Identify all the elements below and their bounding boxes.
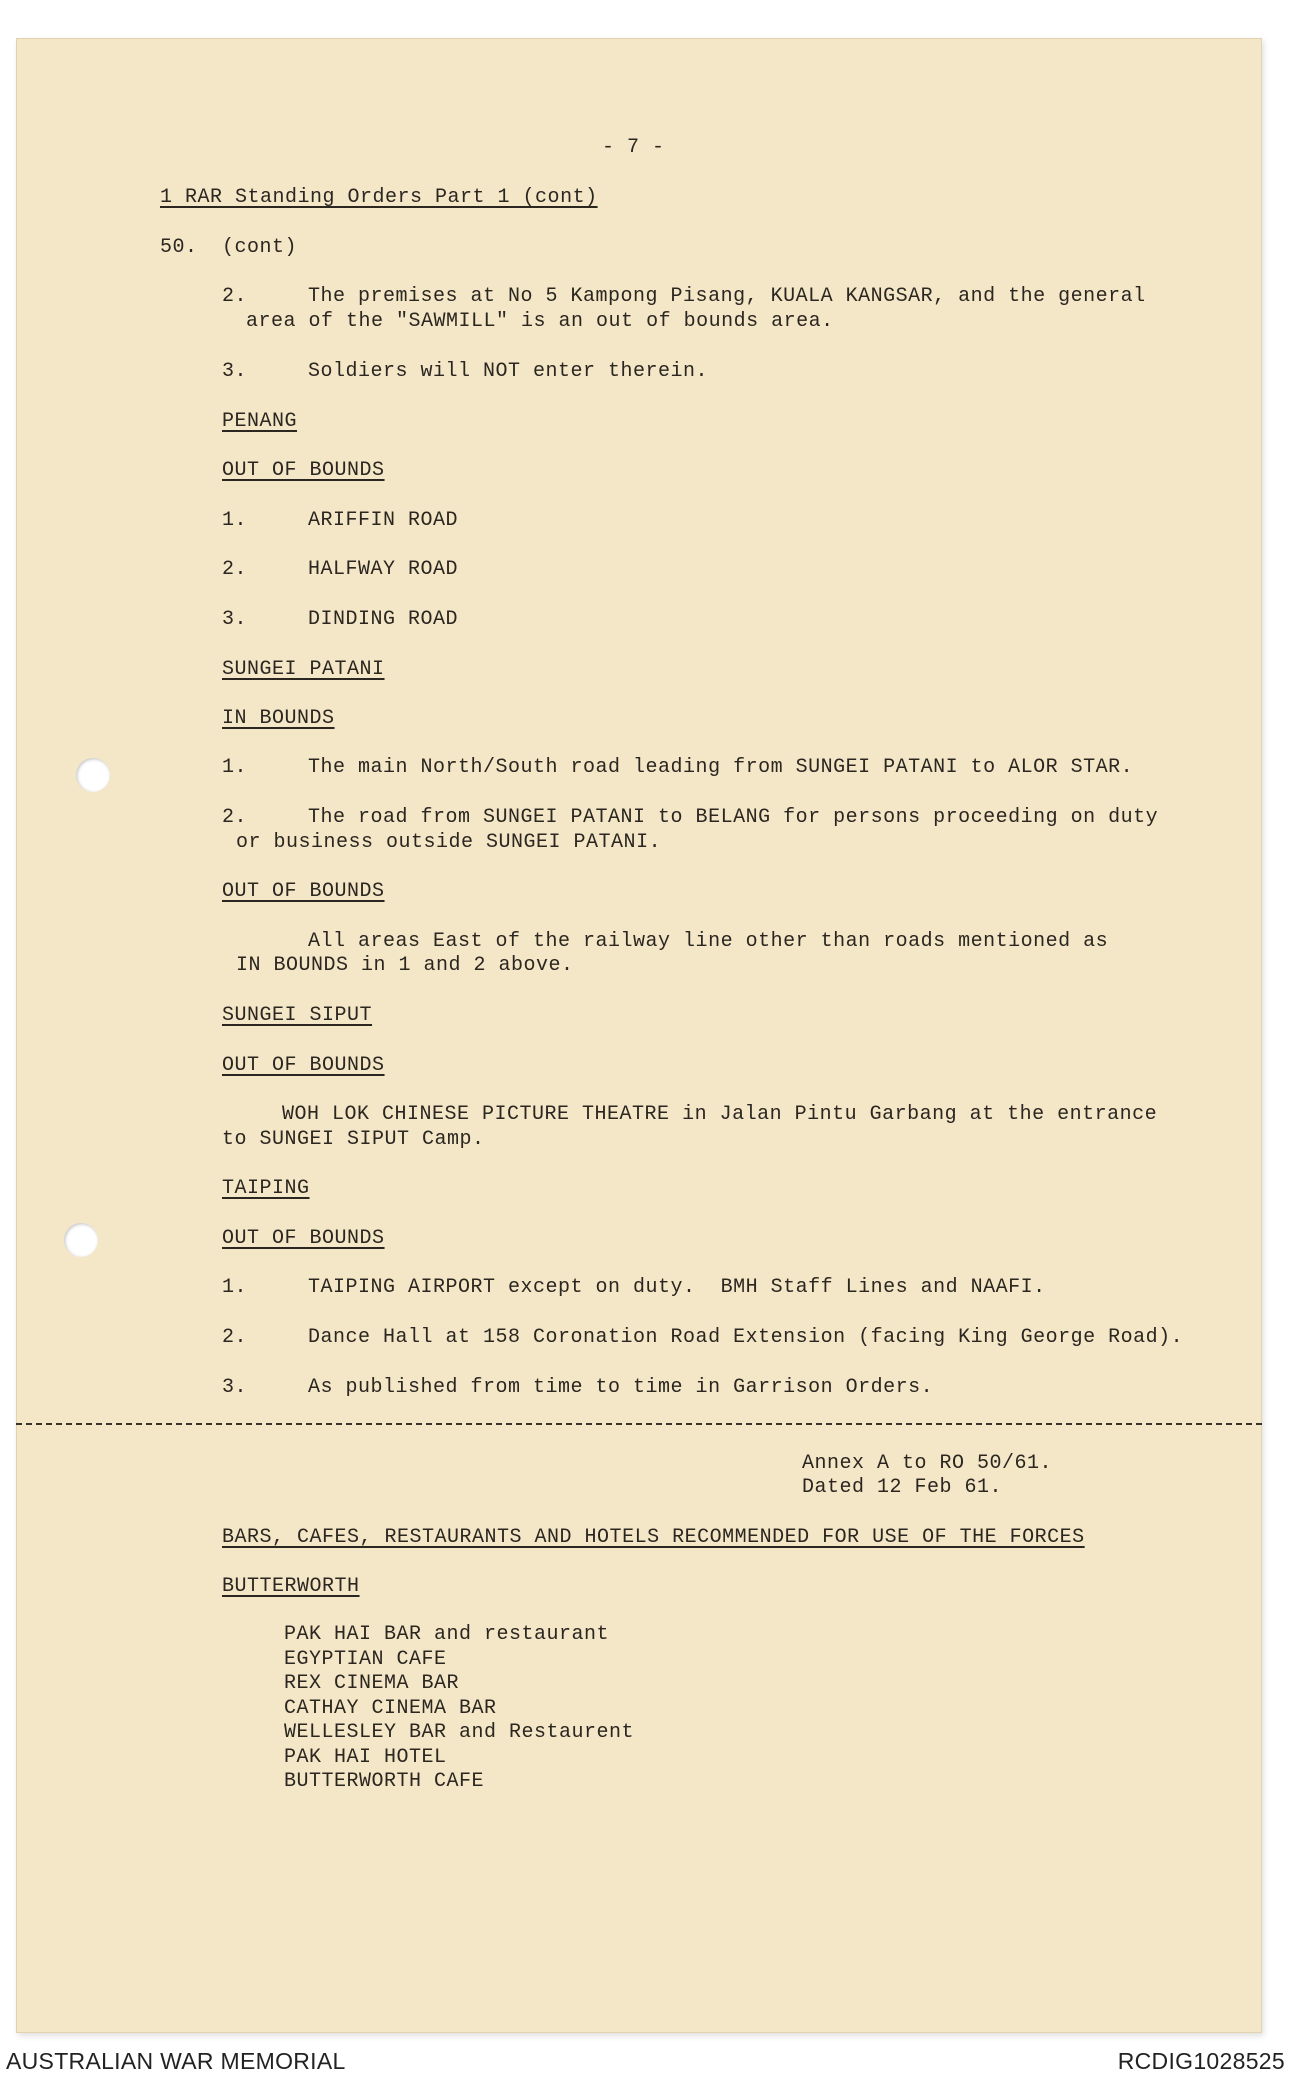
list-item: WELLESLEY BAR and Restaurent <box>284 1721 635 1744</box>
item-number: 1. <box>222 756 248 779</box>
item-text: or business outside SUNGEI PATANI. <box>236 831 662 854</box>
item-text: The road from SUNGEI PATANI to BELANG for persons proceeding on duty <box>308 806 1159 829</box>
item-text: As published from time to time in Garrison Orders. <box>308 1376 934 1399</box>
footer-id: RCDIG1028525 <box>1117 2048 1285 2074</box>
paragraph-number: 50. <box>160 236 198 259</box>
item-text: The premises at No 5 Kampong Pisang, KUALA KANGSAR, and the general <box>308 285 1146 308</box>
item-number: 2. <box>222 1326 248 1349</box>
section-subtitle: OUT OF BOUNDS <box>222 1054 385 1077</box>
section-subtitle: OUT OF BOUNDS <box>222 459 385 482</box>
item-number: 3. <box>222 360 248 383</box>
item-number: 3. <box>222 1376 248 1399</box>
item-text: area of the "SAWMILL" is an out of bounds area. <box>246 310 834 333</box>
item-number: 1. <box>222 1276 248 1299</box>
item-number: 1. <box>222 509 248 532</box>
list-item: BUTTERWORTH CAFE <box>284 1770 485 1793</box>
item-text: HALFWAY ROAD <box>308 558 459 581</box>
item-text: The main North/South road leading from SUNGEI PATANI to ALOR STAR. <box>308 756 1134 779</box>
document-heading: 1 RAR Standing Orders Part 1 (cont) <box>160 186 598 209</box>
body-text: IN BOUNDS in 1 and 2 above. <box>236 954 574 977</box>
section-subtitle: OUT OF BOUNDS <box>222 1227 385 1250</box>
punch-hole <box>64 1223 98 1257</box>
list-item: CATHAY CINEMA BAR <box>284 1697 497 1720</box>
footer-source: AUSTRALIAN WAR MEMORIAL <box>6 2048 346 2074</box>
item-text: Dance Hall at 158 Coronation Road Extension (facing King George Road). <box>308 1326 1184 1349</box>
divider-rule <box>16 1423 1262 1425</box>
body-text: WOH LOK CHINESE PICTURE THEATRE in Jalan Pintu Garbang at the entrance <box>282 1103 1158 1126</box>
annex-date: Dated 12 Feb 61. <box>802 1476 1003 1499</box>
bars-heading: BARS, CAFES, RESTAURANTS AND HOTELS RECOMMENDED FOR USE OF THE FORCES <box>222 1526 1085 1549</box>
body-text: to SUNGEI SIPUT Camp. <box>222 1128 485 1151</box>
section-title: SUNGEI SIPUT <box>222 1004 373 1027</box>
annex-reference: Annex A to RO 50/61. <box>802 1452 1053 1475</box>
item-text: TAIPING AIRPORT except on duty. BMH Staff Lines and NAAFI. <box>308 1276 1046 1299</box>
section-title: PENANG <box>222 410 298 433</box>
list-item: EGYPTIAN CAFE <box>284 1648 447 1671</box>
item-text: DINDING ROAD <box>308 608 459 631</box>
paragraph-cont: (cont) <box>222 236 298 259</box>
item-text: Soldiers will NOT enter therein. <box>308 360 709 383</box>
punch-hole <box>76 758 110 792</box>
list-item: REX CINEMA BAR <box>284 1672 460 1695</box>
section-title: SUNGEI PATANI <box>222 658 385 681</box>
section-subtitle: OUT OF BOUNDS <box>222 880 385 903</box>
body-text: All areas East of the railway line other than roads mentioned as <box>308 930 1109 953</box>
item-number: 3. <box>222 608 248 631</box>
section-title: TAIPING <box>222 1177 310 1200</box>
list-item: PAK HAI HOTEL <box>284 1746 447 1769</box>
item-number: 2. <box>222 285 248 308</box>
section-subtitle: IN BOUNDS <box>222 707 335 730</box>
document-page <box>16 38 1262 2033</box>
list-item: PAK HAI BAR and restaurant <box>284 1623 610 1646</box>
item-number: 2. <box>222 558 248 581</box>
item-number: 2. <box>222 806 248 829</box>
item-text: ARIFFIN ROAD <box>308 509 459 532</box>
page-number: - 7 - <box>602 136 665 159</box>
section-title: BUTTERWORTH <box>222 1575 360 1598</box>
